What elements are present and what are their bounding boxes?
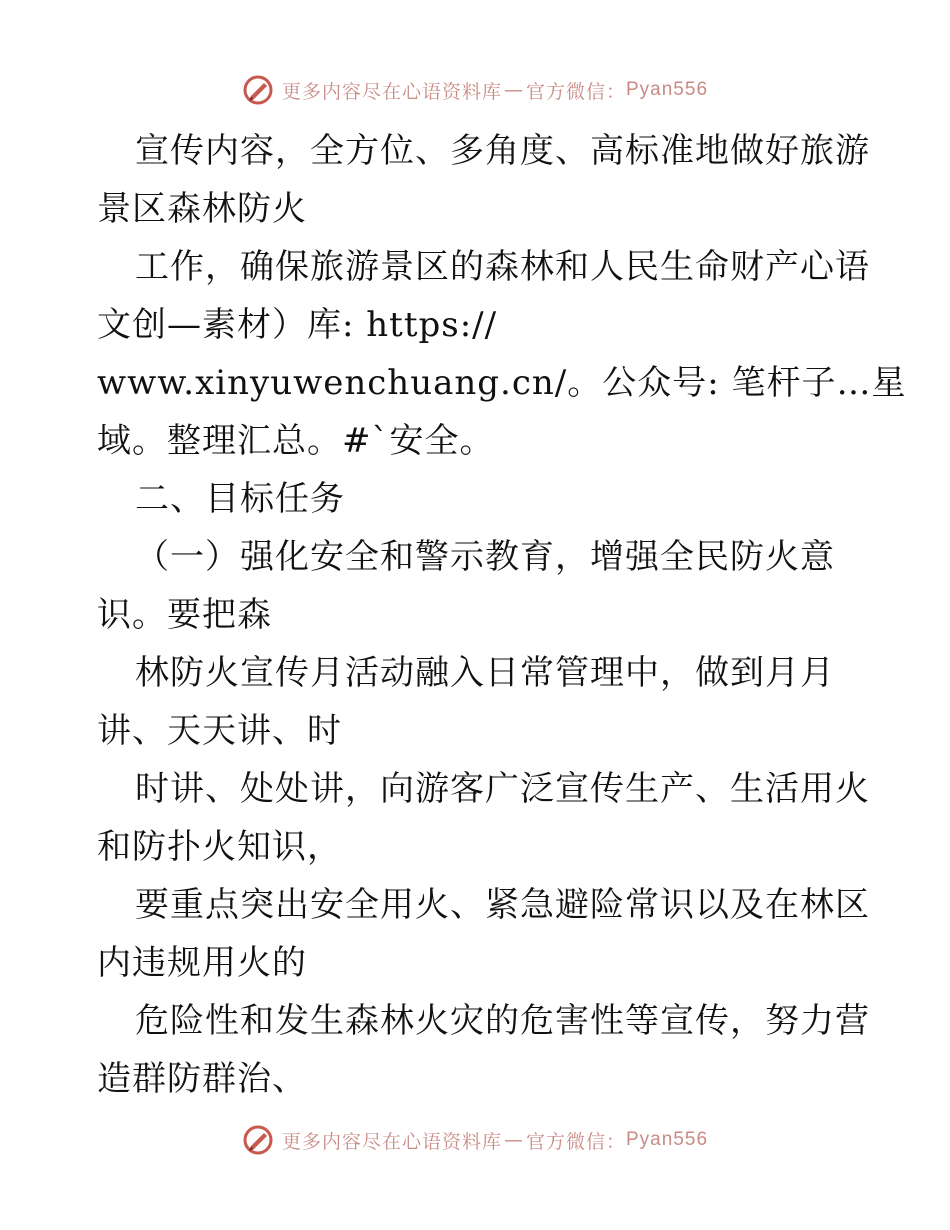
brand-logo-icon xyxy=(242,1124,274,1156)
text-line: 要重点突出安全用火、紧急避险常识以及在林区 xyxy=(135,885,870,925)
header-banner xyxy=(0,70,950,110)
subsection-heading: （一）强化安全和警示教育，增强全民防火意 xyxy=(135,537,835,577)
text-line: 讲、天天讲、时 xyxy=(97,711,342,751)
text-line: 危险性和发生森林火灾的危害性等宣传，努力营 xyxy=(135,1001,870,1041)
text-line: 域。整理汇总。#`安全。 xyxy=(97,421,495,461)
text-line: 工作，确保旅游景区的森林和人民生命财产心语 xyxy=(135,247,870,287)
text-line: 时讲、处处讲，向游客广泛宣传生产、生活用火 xyxy=(135,769,870,809)
document-body xyxy=(97,122,907,1108)
banner-wechat-label: 官方微信： xyxy=(525,1130,626,1153)
text-line: 景区森林防火 xyxy=(97,189,307,229)
banner-separator: — xyxy=(503,79,524,101)
banner-separator: — xyxy=(503,1129,524,1151)
text-line: 文创—素材）库: https:// xyxy=(97,305,498,345)
banner-wechat-label: 官方微信： xyxy=(525,80,626,103)
text-line: 和防扑火知识， xyxy=(97,827,342,867)
banner-brand-text: 更多内容尽在心语资料库 xyxy=(281,1130,502,1153)
banner-wechat-id: Pyan556 xyxy=(626,1129,709,1150)
text-line: 林防火宣传月活动融入日常管理中，做到月月 xyxy=(135,653,835,693)
text-line: 宣传内容，全方位、多角度、高标准地做好旅游 xyxy=(135,131,870,171)
text-line: www.xinyuwenchuang.cn/。公众号: 笔杆子…星 xyxy=(97,363,907,403)
banner-wechat-id: Pyan556 xyxy=(626,79,709,100)
footer-banner xyxy=(0,1120,950,1160)
section-heading: 二、目标任务 xyxy=(135,479,345,519)
brand-logo-icon xyxy=(242,74,274,106)
text-line: 造群防群治、 xyxy=(97,1059,307,1099)
banner-brand-text: 更多内容尽在心语资料库 xyxy=(281,80,502,103)
text-line: 识。要把森 xyxy=(97,595,272,635)
text-line: 内违规用火的 xyxy=(97,943,307,983)
